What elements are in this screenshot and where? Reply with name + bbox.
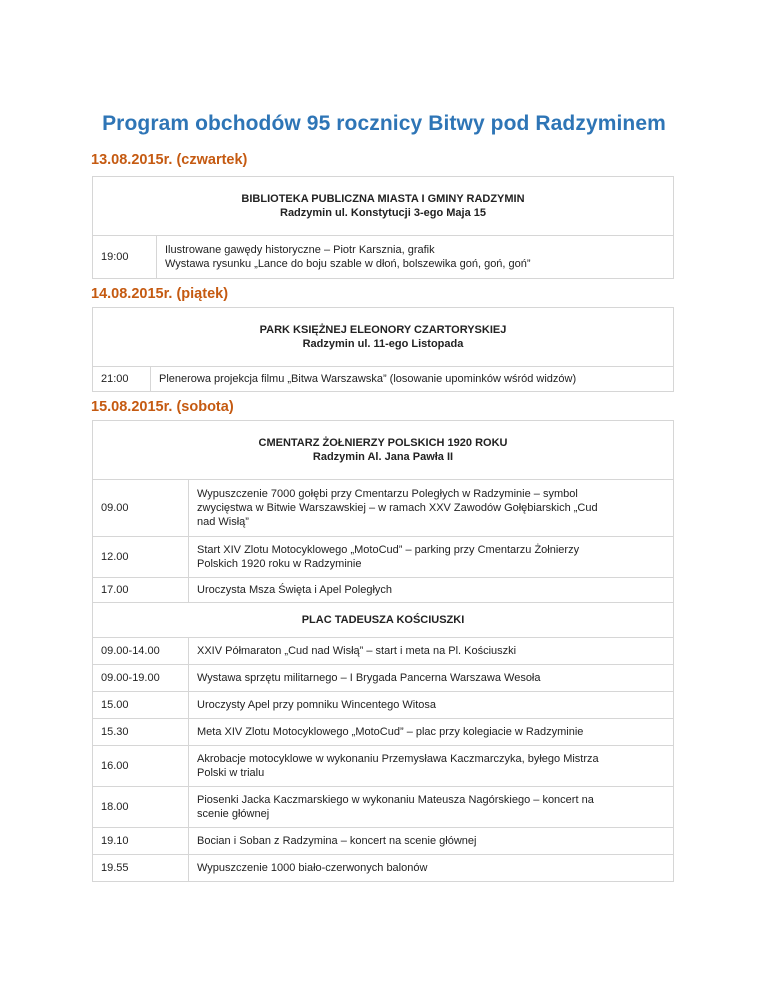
event-time: 18.00 — [93, 787, 189, 828]
table-row — [93, 787, 674, 828]
page-title: Program obchodów 95 rocznicy Bitwy pod Radzyminem — [102, 112, 666, 135]
event-line: Uroczysta Msza Święta i Apel Poległych — [197, 584, 393, 596]
event-description — [189, 692, 674, 719]
event-description — [189, 787, 674, 828]
event-time: 09.00-14.00 — [93, 638, 189, 665]
event-description — [189, 746, 674, 787]
table-row — [93, 480, 674, 537]
schedule-table-day-3 — [92, 420, 674, 882]
day-heading-3: 15.08.2015r. (sobota) — [91, 399, 234, 415]
event-line: Plenerowa projekcja filmu „Bitwa Warszawska” (losowanie upominków wśród widzów) — [159, 373, 577, 385]
event-description — [189, 719, 674, 746]
event-time: 16.00 — [93, 746, 189, 787]
event-time: 09.00-19.00 — [93, 665, 189, 692]
event-line: Polski w trialu — [197, 767, 265, 779]
table-row — [93, 537, 674, 578]
table-row — [93, 665, 674, 692]
table-row — [93, 719, 674, 746]
table-row — [93, 236, 674, 279]
event-line: Wystawa sprzętu militarnego – I Brygada Pancerna Warszawa Wesoła — [197, 672, 541, 684]
venue-row — [93, 177, 674, 236]
venue-cell — [93, 421, 674, 480]
table-row — [93, 828, 674, 855]
day-heading-1: 13.08.2015r. (czwartek) — [91, 152, 248, 168]
event-time: 15.00 — [93, 692, 189, 719]
event-line: Meta XIV Zlotu Motocyklowego „MotoCud” – plac przy kolegiacie w Radzyminie — [197, 726, 584, 738]
venue-row — [93, 421, 674, 480]
event-time: 17.00 — [93, 578, 189, 603]
event-description — [189, 638, 674, 665]
event-line: Akrobacje motocyklowe w wykonaniu Przemysława Kaczmarczyka, byłego Mistrza — [197, 753, 599, 765]
venue-row — [93, 603, 674, 638]
venue-name: PARK KSIĘŻNEJ ELEONORY CZARTORYSKIEJ — [259, 324, 507, 336]
event-description — [189, 828, 674, 855]
event-description — [157, 236, 674, 279]
event-description — [189, 480, 674, 537]
event-time: 19.10 — [93, 828, 189, 855]
event-time: 21:00 — [93, 367, 151, 392]
event-description — [189, 665, 674, 692]
event-description — [189, 537, 674, 578]
event-line: nad Wisłą” — [197, 516, 249, 528]
venue-name: CMENTARZ ŻOŁNIERZY POLSKICH 1920 ROKU — [258, 437, 508, 449]
table-row — [93, 692, 674, 719]
venue-cell — [93, 603, 674, 638]
table-row — [93, 746, 674, 787]
venue-cell — [93, 308, 674, 367]
event-line: Ilustrowane gawędy historyczne – Piotr Karsznia, grafik — [165, 244, 435, 256]
event-line: Wypuszczenie 1000 biało-czerwonych balonów — [197, 862, 428, 874]
venue-name: BIBLIOTEKA PUBLICZNA MIASTA I GMINY RADZYMIN — [241, 193, 525, 205]
event-line: Polskich 1920 roku w Radzyminie — [197, 558, 362, 570]
event-time: 19:00 — [93, 236, 157, 279]
event-line: XXIV Półmaraton „Cud nad Wisłą” – start i meta na Pl. Kościuszki — [197, 645, 517, 657]
event-line: scenie głównej — [197, 808, 270, 820]
event-description — [189, 855, 674, 882]
event-time: 09.00 — [93, 480, 189, 537]
table-row — [93, 855, 674, 882]
venue-address: Radzymin ul. 11-ego Listopada — [302, 338, 464, 350]
event-line: Wypuszczenie 7000 gołębi przy Cmentarzu Poległych w Radzyminie – symbol — [197, 488, 578, 500]
event-time: 12.00 — [93, 537, 189, 578]
schedule-table-day-2 — [92, 307, 674, 392]
event-description — [189, 578, 674, 603]
event-line: Wystawa rysunku „Lance do boju szable w dłoń, bolszewika goń, goń, goń” — [165, 258, 531, 270]
event-line: Start XIV Zlotu Motocyklowego „MotoCud” – parking przy Cmentarzu Żołnierzy — [197, 544, 580, 556]
venue-address: Radzymin ul. Konstytucji 3-ego Maja 15 — [280, 207, 486, 219]
event-line: Piosenki Jacka Kaczmarskiego w wykonaniu Mateusza Nagórskiego – koncert na — [197, 794, 594, 806]
day-heading-2: 14.08.2015r. (piątek) — [91, 286, 229, 302]
event-description — [151, 367, 674, 392]
event-time: 15.30 — [93, 719, 189, 746]
table-row — [93, 578, 674, 603]
venue-name: PLAC TADEUSZA KOŚCIUSZKI — [301, 614, 465, 626]
event-line: zwycięstwa w Bitwie Warszawskiej – w ramach XXV Zawodów Gołębiarskich „Cud — [197, 502, 598, 514]
table-row — [93, 367, 674, 392]
table-row — [93, 638, 674, 665]
venue-row — [93, 308, 674, 367]
event-time: 19.55 — [93, 855, 189, 882]
event-line: Uroczysty Apel przy pomniku Wincentego Witosa — [197, 699, 437, 711]
venue-address: Radzymin Al. Jana Pawła II — [312, 451, 454, 463]
venue-cell — [93, 177, 674, 236]
schedule-table-day-1 — [92, 176, 674, 279]
event-line: Bocian i Soban z Radzymina – koncert na scenie głównej — [197, 835, 477, 847]
